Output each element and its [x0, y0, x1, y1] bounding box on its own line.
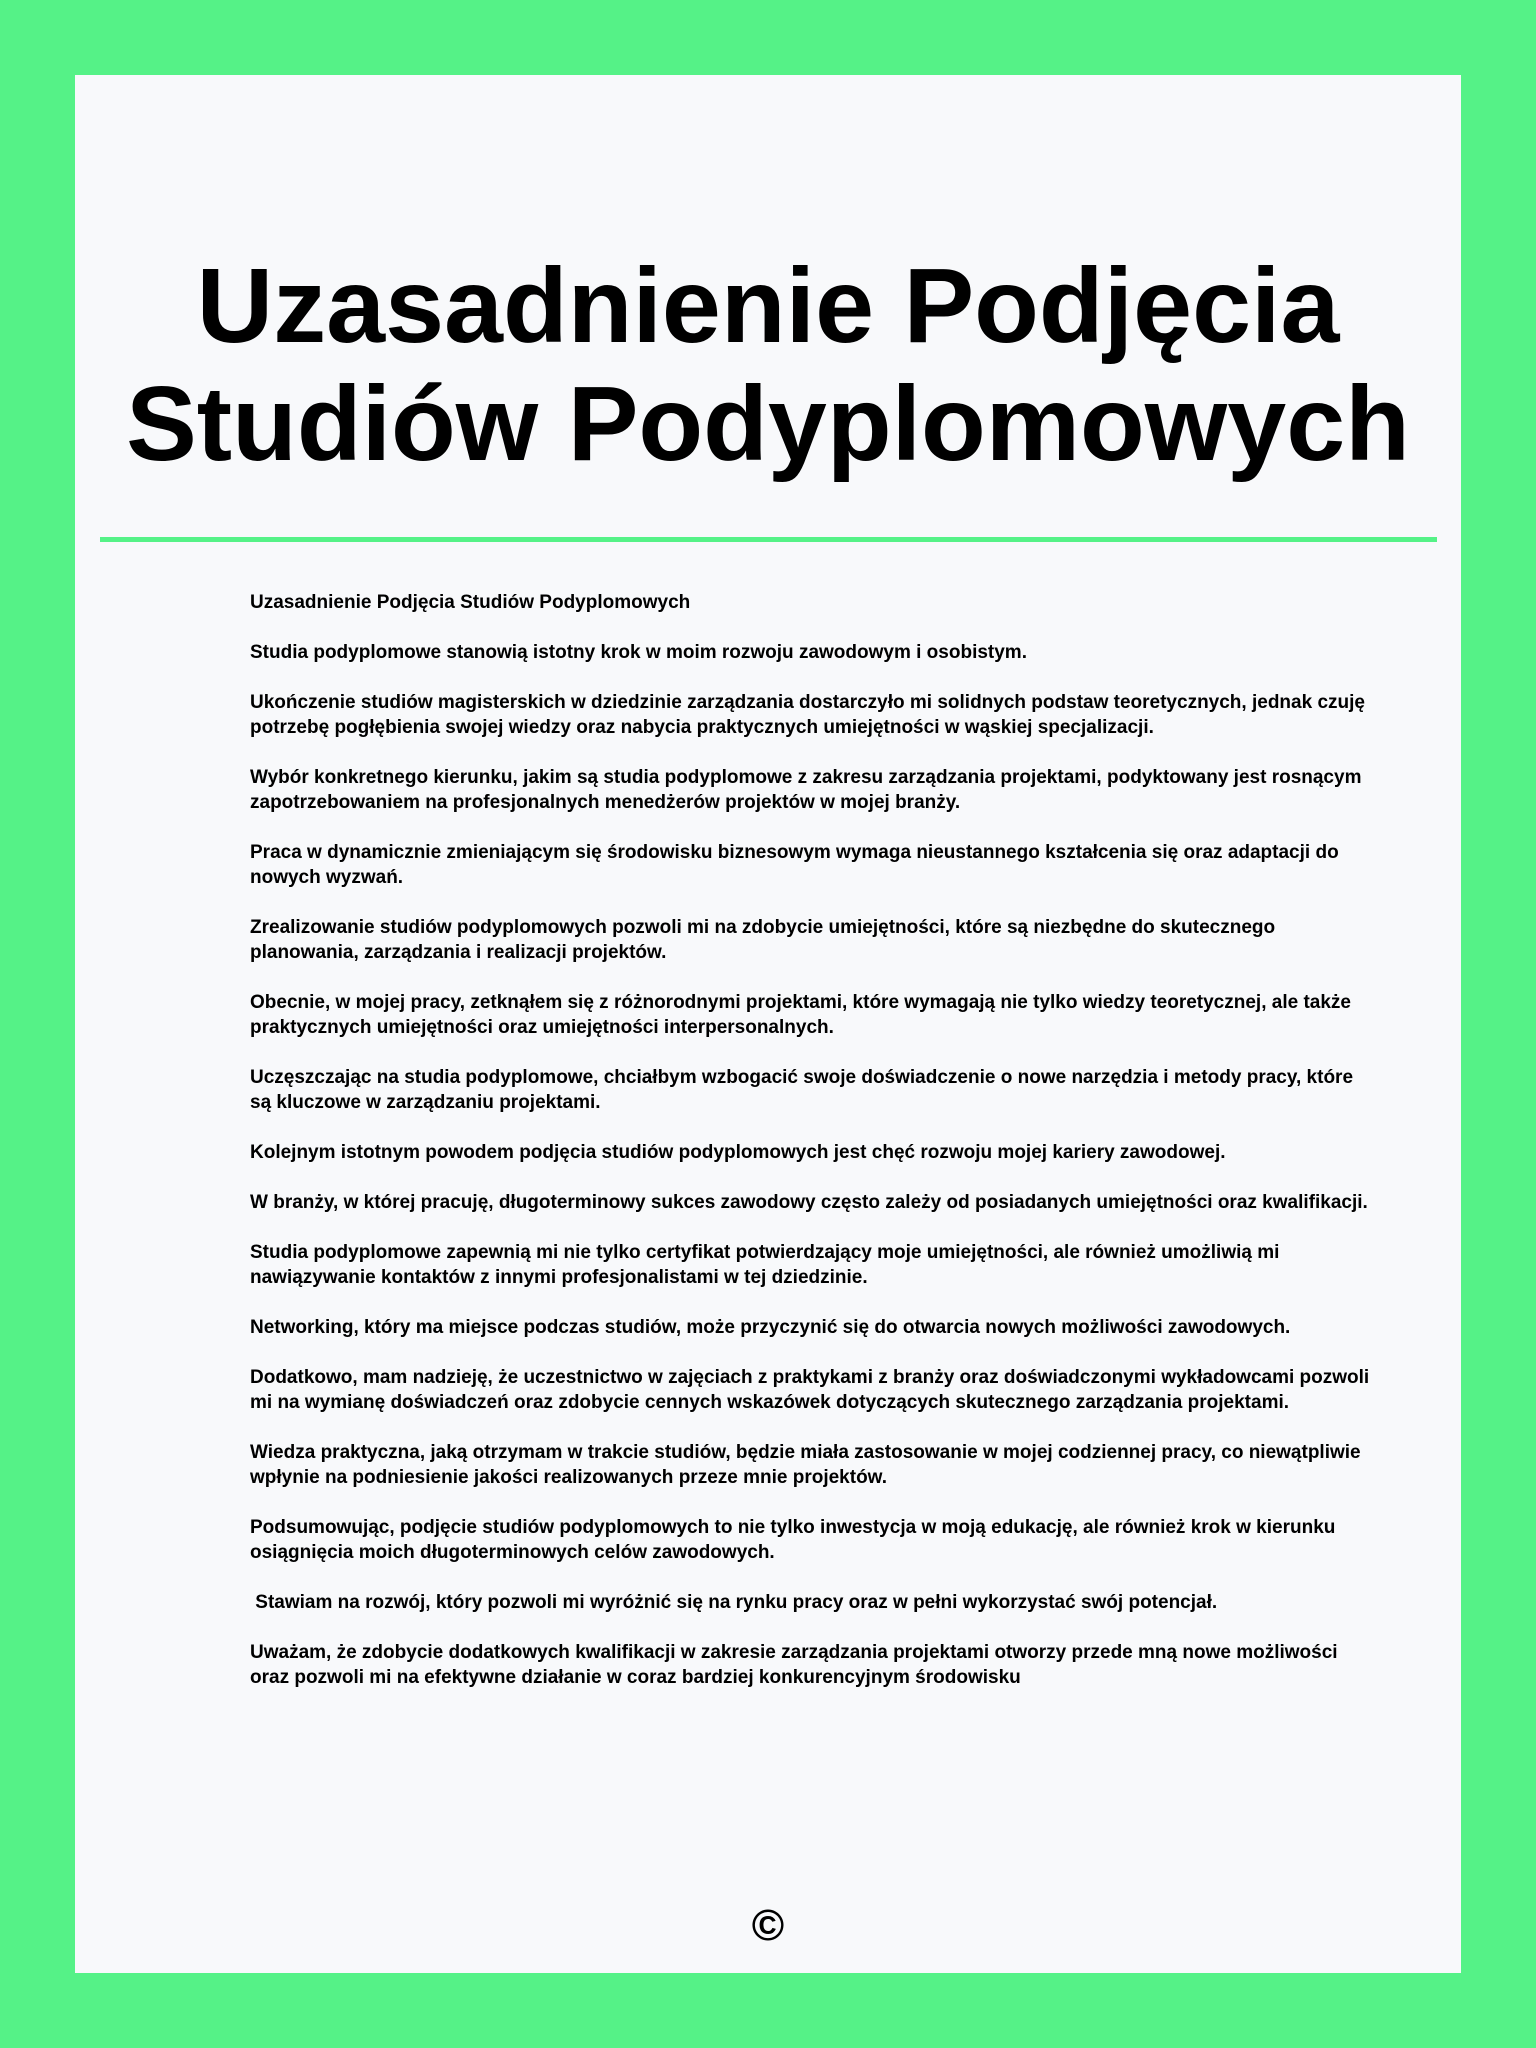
document-title	[75, 247, 1461, 483]
paragraph: Uważam, że zdobycie dodatkowych kwalifikacji w zakresie zarządzania projektami otworzy przede mną nowe możliwości oraz pozwoli mi na efektywne działanie w coraz bardziej konkurencyjnym środowisku	[250, 1642, 1343, 1688]
copyright-symbol: ©	[751, 1901, 785, 1950]
title-line-2: Studiów Podyplomowych	[126, 365, 1410, 483]
paragraph: Uczęszczając na studia podyplomowe, chciałbym wzbogacić swoje doświadczenie o nowe narzędzia i metody pracy, które są kluczowe w zarządzaniu projektami.	[250, 1067, 1359, 1113]
paragraph: Praca w dynamicznie zmieniającym się środowisku biznesowym wymaga nieustannego kształcenia się oraz adaptacji do nowych wyzwań.	[250, 842, 1344, 888]
paragraph: Wiedza praktyczna, jaką otrzymam w trakcie studiów, będzie miała zastosowanie w mojej codziennej pracy, co niewątpliwie wpłynie na podniesienie jakości realizowanych przeze mnie projektów.	[250, 1442, 1366, 1488]
paragraph: Studia podyplomowe zapewnią mi nie tylko certyfikat potwierdzający moje umiejętności, ale również umożliwią mi nawiązywanie kontaktów z innymi profesjonalistami w tej dziedzinie.	[250, 1242, 1285, 1288]
paragraph: Ukończenie studiów magisterskich w dziedzinie zarządzania dostarczyło mi solidnych podstaw teoretycznych, jednak czuję potrzebę pogłębienia swojej wiedzy oraz nabycia praktycznych umiejętności w wąskiej specjalizacji.	[250, 692, 1371, 738]
title-line-1: Uzasadnienie Podjęcia	[196, 247, 1340, 365]
document-page	[75, 75, 1461, 1973]
body-heading: Uzasadnienie Podjęcia Studiów Podyplomowych	[250, 592, 691, 613]
paragraph: Zrealizowanie studiów podyplomowych pozwoli mi na zdobycie umiejętności, które są niezbędne do skutecznego planowania, zarządzania i realizacji projektów.	[250, 917, 1281, 963]
paragraph: Dodatkowo, mam nadzieję, że uczestnictwo w zajęciach z praktykami z branży oraz doświadczonymi wykładowcami pozwoli mi na wymianę doświadczeń oraz zdobycie cennych wskazówek dotyczących skutecznego zarządzania projektami.	[250, 1367, 1375, 1413]
paragraph: Studia podyplomowe stanowią istotny krok w moim rozwoju zawodowym i osobistym.	[250, 642, 1027, 663]
paragraph: Stawiam na rozwój, który pozwoli mi wyróżnić się na rynku pracy oraz w pełni wykorzystać swój potencjał.	[250, 1592, 1218, 1613]
paragraph: Podsumowując, podjęcie studiów podyplomowych to nie tylko inwestycja w moją edukację, ale również krok w kierunku osiągnięcia moich długoterminowych celów zawodowych.	[250, 1517, 1341, 1563]
paragraph: W branży, w której pracuję, długoterminowy sukces zawodowy często zależy od posiadanych umiejętności oraz kwalifikacji.	[250, 1192, 1368, 1213]
title-divider	[100, 537, 1437, 542]
paragraph: Wybór konkretnego kierunku, jakim są studia podyplomowe z zakresu zarządzania projektami, podyktowany jest rosnącym zapotrzebowaniem na profesjonalnych menedżerów projektów w mojej branży.	[250, 767, 1367, 813]
paragraph: Networking, który ma miejsce podczas studiów, może przyczynić się do otwarcia nowych możliwości zawodowych.	[250, 1317, 1291, 1338]
document-body	[250, 590, 1375, 1715]
paragraph: Kolejnym istotnym powodem podjęcia studiów podyplomowych jest chęć rozwoju mojej kariery zawodowej.	[250, 1142, 1226, 1163]
paragraph: Obecnie, w mojej pracy, zetknąłem się z różnorodnymi projektami, które wymagają nie tylko wiedzy teoretycznej, ale także praktycznych umiejętności oraz umiejętności interpersonalnych.	[250, 992, 1357, 1038]
